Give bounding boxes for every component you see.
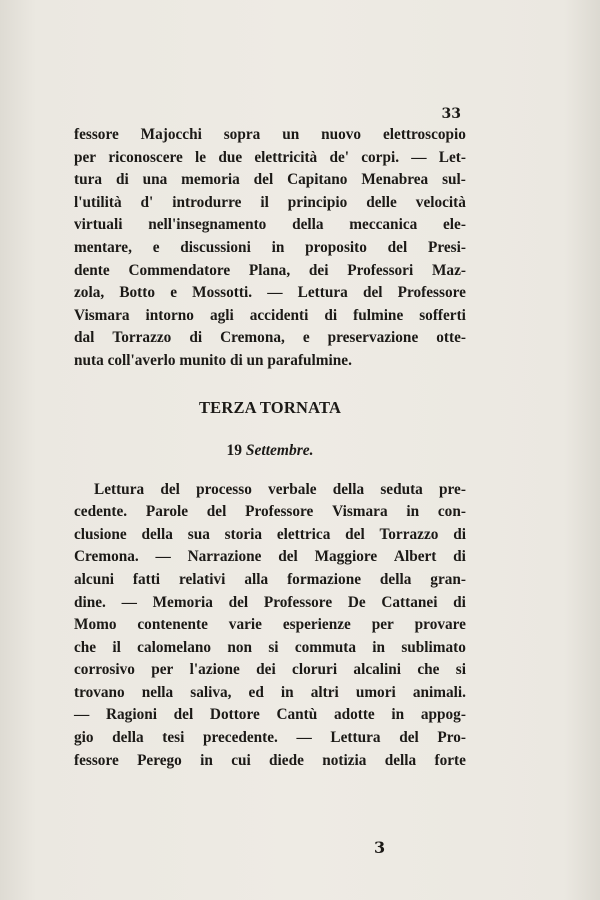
word: Torrazzo: [112, 329, 172, 347]
word: animali.: [412, 683, 466, 701]
word: Lettura: [94, 480, 145, 498]
word: appog-: [420, 706, 466, 724]
text-line: [74, 704, 466, 727]
word: del: [362, 284, 383, 302]
word: Maz-: [431, 261, 466, 279]
word: riconoscere: [108, 148, 183, 166]
word: una: [142, 171, 168, 189]
word: provare: [414, 616, 466, 634]
word: nella: [141, 683, 174, 701]
word: memoria: [181, 171, 240, 189]
word: Pro-: [437, 729, 466, 747]
word: Plana,: [248, 261, 291, 279]
word: Memoria: [152, 593, 213, 611]
text-line: [74, 124, 466, 147]
word: principio: [287, 193, 348, 211]
word: in: [372, 638, 386, 656]
text-line: nuta coll'averlo munito di un parafulmine.: [74, 351, 352, 369]
word: varie: [228, 616, 262, 634]
word: adotte: [333, 706, 375, 724]
word: sua: [187, 525, 210, 543]
word: intorno: [145, 306, 194, 324]
word: alcalini: [353, 661, 402, 679]
word: otte-: [436, 329, 466, 347]
word: storia: [224, 525, 263, 543]
word: nuovo: [321, 126, 362, 143]
word: gio: [74, 729, 94, 747]
word: dei: [308, 261, 329, 279]
word: Botto: [119, 284, 156, 302]
word: della: [384, 751, 417, 769]
word: velocità: [415, 193, 466, 211]
word: del: [206, 503, 227, 521]
text-block: [74, 124, 466, 772]
word: della: [332, 480, 365, 498]
word: della: [379, 570, 412, 588]
date-day: 19: [226, 441, 243, 459]
word: Vismara: [74, 306, 130, 324]
text-line: [74, 282, 466, 305]
word: forte: [434, 751, 466, 769]
word: elettricità: [254, 148, 318, 166]
word: sul-: [442, 171, 466, 189]
text-line: [74, 327, 466, 350]
word: meccanica: [349, 216, 418, 234]
word: agli: [209, 306, 234, 324]
word: d': [140, 193, 154, 211]
word: del: [387, 238, 408, 256]
word: Vismara: [332, 503, 388, 521]
word: mentare,: [74, 238, 132, 256]
word: ed: [248, 683, 264, 701]
text-line: [74, 260, 466, 283]
word: saliva,: [190, 683, 232, 701]
word: corpi.: [361, 148, 400, 166]
word: Momo: [74, 616, 117, 634]
word: della: [292, 216, 324, 234]
word: introdurre: [172, 193, 242, 211]
word: commuta: [294, 638, 356, 656]
word: un: [282, 126, 300, 143]
word: di: [324, 306, 338, 324]
word: formazione: [287, 570, 361, 588]
word: del: [160, 480, 180, 498]
word: del: [345, 525, 365, 543]
word: —: [296, 729, 312, 747]
word: corrosivo: [74, 661, 135, 679]
word: si: [455, 661, 466, 679]
word: alcuni: [74, 570, 114, 588]
word: de': [329, 148, 349, 166]
word: tura: [74, 171, 103, 189]
word: le: [195, 148, 207, 166]
word: in: [271, 238, 285, 256]
word: sofferti: [419, 306, 466, 324]
text-line: [74, 637, 466, 660]
word: due: [218, 148, 243, 166]
page-number: 33: [441, 106, 461, 122]
word: Capitano: [287, 171, 348, 189]
word: —: [74, 706, 90, 724]
date-month: Settembre.: [245, 441, 314, 459]
text-line: [74, 501, 466, 524]
word: l'utilità: [74, 193, 122, 211]
word: gran-: [430, 570, 466, 588]
word: del: [399, 729, 419, 747]
word: si: [268, 638, 279, 656]
text-line: [74, 479, 466, 502]
word: Commendatore: [128, 261, 231, 279]
session-date: [74, 433, 466, 469]
word: virtuali: [74, 216, 123, 234]
word: accidenti: [249, 306, 309, 324]
word: del: [278, 548, 298, 566]
text-line: [74, 192, 466, 215]
word: in: [280, 683, 294, 701]
word: proposito: [305, 238, 367, 256]
word: Presi-: [427, 238, 466, 256]
text-line: [74, 614, 466, 637]
paragraph-first: [74, 124, 466, 373]
word: dine.: [74, 593, 106, 611]
word: di: [453, 525, 466, 543]
word: e: [170, 284, 177, 302]
text-line: [74, 592, 466, 615]
word: trovano: [74, 683, 125, 701]
word: Cantù: [276, 706, 318, 724]
word: cloruri: [292, 661, 338, 679]
word: verbale: [268, 480, 317, 498]
word: che: [417, 661, 440, 679]
word: in: [406, 503, 420, 521]
word: Perego: [137, 751, 182, 769]
word: fessore: [74, 126, 119, 143]
word: preservazione: [327, 329, 419, 347]
word: precedente.: [202, 729, 278, 747]
word: con-: [437, 503, 466, 521]
word: e: [152, 238, 160, 256]
word: che: [74, 638, 97, 656]
word: in: [200, 751, 213, 769]
word: della: [112, 729, 144, 747]
word: notizia: [322, 751, 367, 769]
word: fatti: [132, 570, 161, 588]
text-line: [74, 237, 466, 260]
word: Majocchi: [140, 126, 202, 143]
word: il: [112, 638, 121, 656]
word: della: [141, 525, 173, 543]
word: sopra: [223, 126, 261, 143]
word: Parole: [145, 503, 189, 521]
text-line: [74, 750, 466, 773]
word: relativi: [178, 570, 226, 588]
word: di: [453, 548, 466, 566]
word: —: [155, 548, 171, 566]
word: sublimato: [401, 638, 466, 656]
word: elettrica: [276, 525, 331, 543]
word: De: [347, 593, 366, 611]
paragraph-second: [74, 479, 466, 773]
word: zola,: [74, 284, 105, 302]
word: del: [173, 706, 194, 724]
text-line: [74, 169, 466, 192]
word: nell'insegnamento: [148, 216, 267, 234]
word: Dottore: [209, 706, 260, 724]
text-line: [74, 214, 466, 237]
word: Lettura: [330, 729, 381, 747]
word: dal: [74, 329, 95, 347]
text-line: [74, 659, 466, 682]
word: Professore: [397, 284, 466, 302]
word: di: [189, 329, 203, 347]
section-heading: TERZA TORNATA: [198, 397, 342, 417]
word: umori: [355, 683, 396, 701]
word: dei: [256, 661, 276, 679]
word: Cattanei: [381, 593, 438, 611]
word: Professori: [347, 261, 414, 279]
word: fulmine: [353, 306, 404, 324]
word: e: [302, 329, 310, 347]
word: cedente.: [74, 503, 128, 521]
word: alla: [244, 570, 269, 588]
word: processo: [196, 480, 252, 498]
word: in: [391, 706, 405, 724]
word: non: [227, 638, 253, 656]
word: cui: [231, 751, 251, 769]
word: —: [121, 593, 137, 611]
word: Lettura: [297, 284, 348, 302]
word: fessore: [74, 751, 119, 769]
word: Narrazione: [187, 548, 262, 566]
word: per: [74, 148, 97, 166]
word: dente: [74, 261, 110, 279]
word: —: [411, 148, 427, 166]
word: del: [253, 171, 274, 189]
text-line: [74, 147, 466, 170]
word: Cremona.: [74, 548, 139, 566]
word: per: [151, 661, 174, 679]
word: altri: [310, 683, 339, 701]
word: di: [115, 171, 129, 189]
word: del: [228, 593, 249, 611]
word: pre-: [439, 480, 466, 498]
word: delle: [366, 193, 397, 211]
word: di: [453, 593, 466, 611]
word: Torrazzo: [379, 525, 439, 543]
word: tesi: [162, 729, 185, 747]
word: Cremona,: [220, 329, 285, 347]
word: discussioni: [180, 238, 251, 256]
text-line: [74, 682, 466, 705]
word: per: [371, 616, 394, 634]
text-line: [74, 305, 466, 328]
signature-mark: 3: [374, 838, 386, 857]
text-line: [74, 727, 466, 750]
word: Professore: [263, 593, 333, 611]
word: esperienze: [282, 616, 351, 634]
word: ele-: [443, 216, 466, 234]
word: clusione: [74, 525, 127, 543]
word: elettroscopio: [382, 126, 466, 143]
text-line: [74, 569, 466, 592]
word: Menabrea: [361, 171, 429, 189]
word: calomelano: [137, 638, 212, 656]
word: diede: [269, 751, 304, 769]
word: Professore: [245, 503, 314, 521]
word: contenente: [137, 616, 208, 634]
word: il: [260, 193, 269, 211]
word: Albert: [393, 548, 437, 566]
text-line: [74, 546, 466, 569]
word: Ragioni: [105, 706, 157, 724]
word: Maggiore: [314, 548, 378, 566]
text-line: [74, 524, 466, 547]
word: l'azione: [189, 661, 240, 679]
word: Let-: [438, 148, 466, 166]
word: seduta: [380, 480, 423, 498]
word: —: [267, 284, 283, 302]
word: Mossotti.: [192, 284, 253, 302]
